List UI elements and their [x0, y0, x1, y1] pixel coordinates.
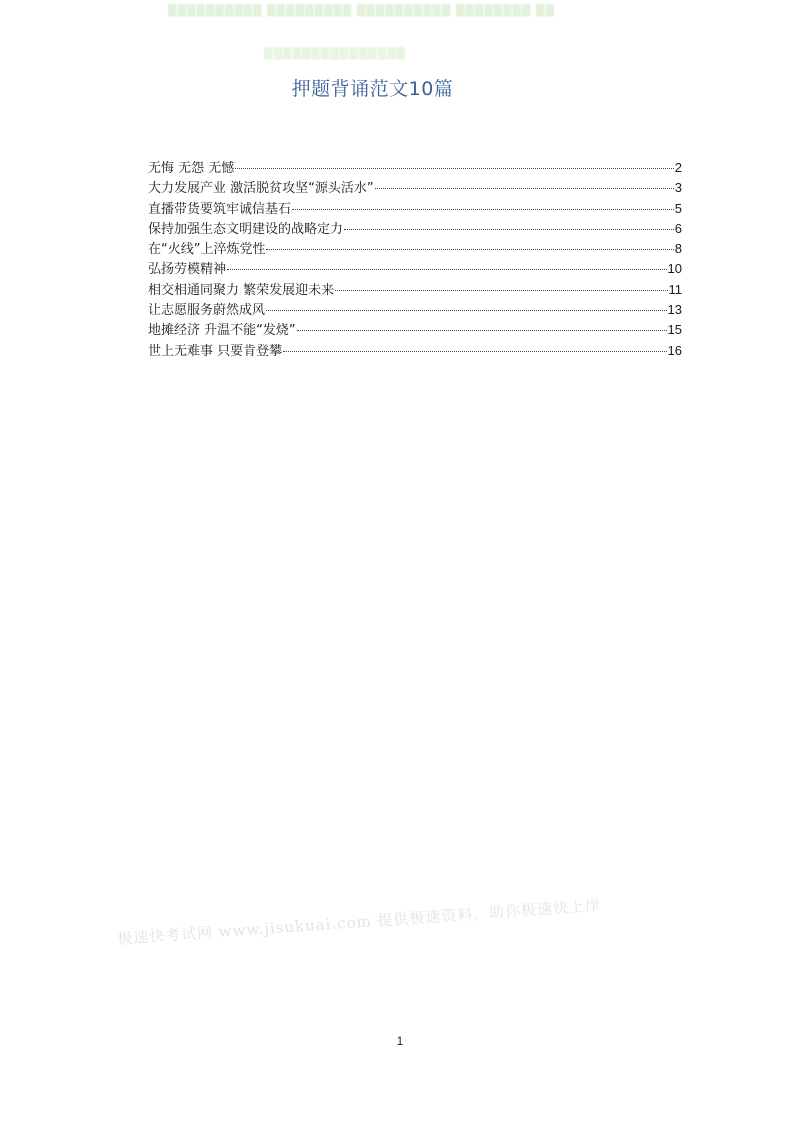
- toc-entry[interactable]: [148, 320, 682, 340]
- sub-watermark: ▒▒▒▒▒▒▒▒▒▒▒▒▒▒▒: [264, 47, 406, 60]
- toc-entry-page: 15: [667, 322, 682, 338]
- toc-entry-page: 3: [674, 180, 682, 196]
- toc-entry-page: 6: [674, 220, 682, 236]
- toc-entry-page: 10: [667, 261, 682, 277]
- toc-entry[interactable]: [148, 158, 682, 178]
- toc-leader: [266, 310, 667, 311]
- toc-leader: [292, 209, 674, 210]
- toc-entry-title: 无悔 无怨 无憾: [148, 161, 235, 176]
- toc-leader: [283, 351, 666, 352]
- toc-entry[interactable]: [148, 199, 682, 219]
- header-watermark: ▒▒▒▒▒▒▒▒▒▒ ▒▒▒▒▒▒▒▒▒ ▒▒▒▒▒▒▒▒▒▒ ▒▒▒▒▒▒▒▒ ▒▒: [168, 4, 555, 17]
- toc-entry[interactable]: [148, 341, 682, 361]
- toc-entry-title: 在“火线”上淬炼党性: [148, 242, 266, 258]
- toc-entry-page: 11: [668, 281, 682, 297]
- toc-entry-title: 大力发展产业 激活脱贫攻坚“源头活水”: [148, 181, 374, 197]
- toc-leader: [297, 330, 667, 331]
- toc-leader: [344, 229, 674, 230]
- toc-entry[interactable]: [148, 280, 682, 300]
- toc-entry[interactable]: [148, 300, 682, 320]
- toc-leader: [235, 168, 674, 169]
- page-number: 1: [396, 1034, 404, 1048]
- toc-entry[interactable]: [148, 178, 682, 198]
- toc-entry-page: 2: [674, 160, 682, 175]
- table-of-contents: [148, 158, 682, 361]
- toc-entry-page: 5: [674, 200, 682, 216]
- toc-leader: [375, 188, 674, 189]
- toc-entry-title: 世上无难事 只要肯登攀: [148, 343, 283, 359]
- toc-leader: [266, 249, 673, 250]
- toc-entry-title: 相交相通同聚力 繁荣发展迎未来: [148, 282, 335, 298]
- toc-entry-title: 弘扬劳模精神: [148, 262, 227, 278]
- toc-entry-title: 地摊经济 升温不能“发烧”: [148, 323, 296, 339]
- toc-entry-title: 让志愿服务蔚然成风: [148, 303, 266, 319]
- toc-leader: [335, 290, 667, 291]
- toc-entry-page: 8: [674, 241, 682, 257]
- toc-leader: [227, 269, 667, 270]
- toc-entry-title: 直播带货要筑牢诚信基石: [148, 201, 292, 217]
- footer-watermark: 极速快考试网 www.jisukuai.com 提供极速资料，助你极速快上岸: [116, 896, 602, 949]
- toc-entry-page: 16: [667, 342, 682, 358]
- document-title: 押题背诵范文10篇: [291, 78, 454, 100]
- toc-entry[interactable]: [148, 239, 682, 259]
- toc-entry-page: 13: [667, 302, 682, 318]
- toc-entry-title: 保持加强生态文明建设的战略定力: [148, 221, 344, 237]
- toc-entry[interactable]: [148, 259, 682, 279]
- toc-entry[interactable]: [148, 219, 682, 239]
